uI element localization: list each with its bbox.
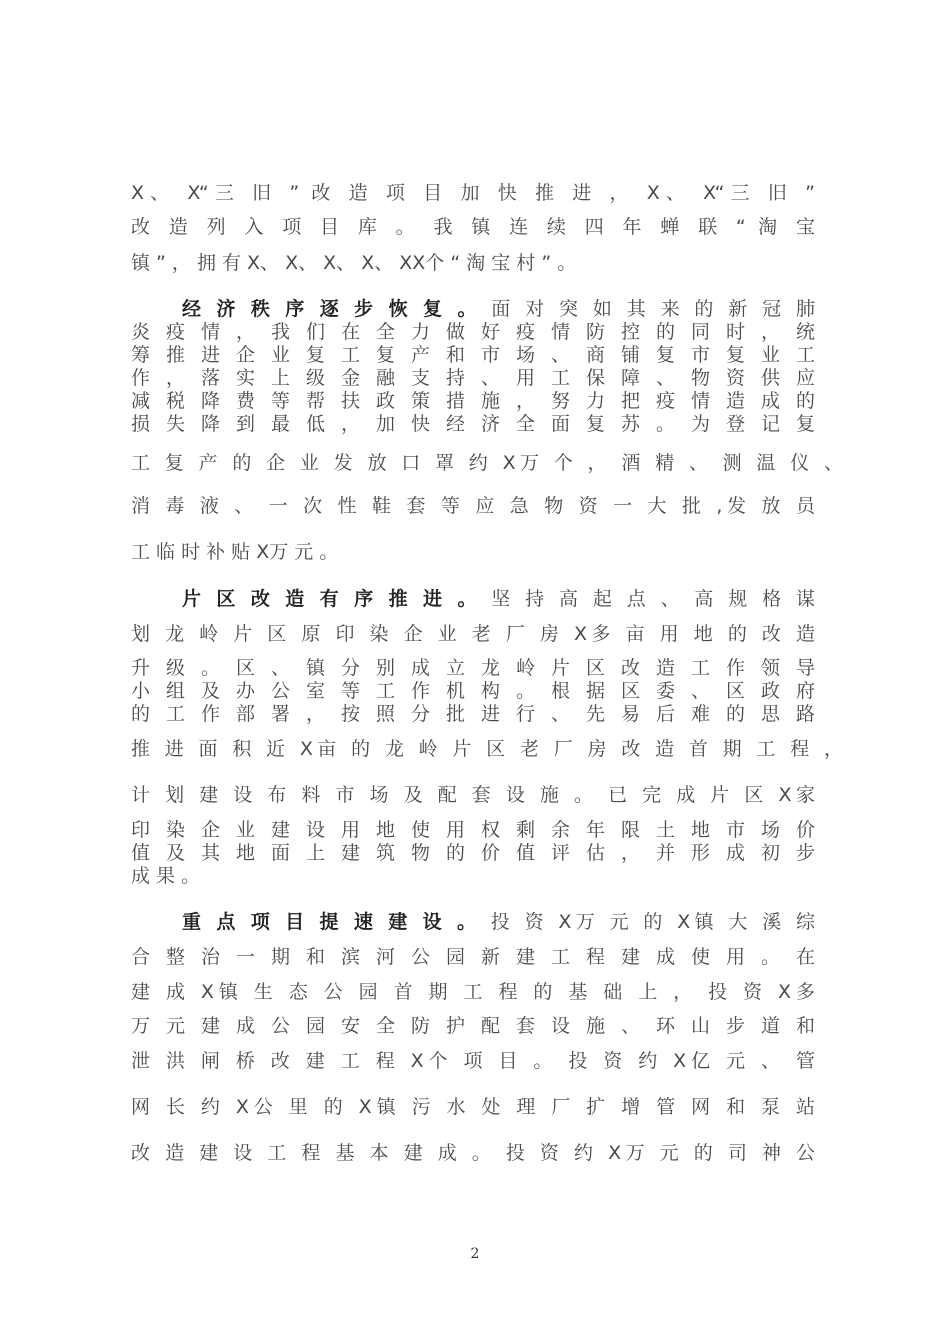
- text-line: 筹 推 进 企 业 复 工 复 产 和 市 场 、 商 铺 复 市 复 业 工: [131, 344, 815, 366]
- text-line: 作 ， 落 实 上 级 金 融 支 持 、 用 工 保 障 、 物 资 供 应: [131, 367, 815, 389]
- text-line: 的 工 作 部 署 ， 按 照 分 批 进 行 、 先 易 后 难 的 思 路: [131, 703, 815, 725]
- text-line: 印 染 企 业 建 设 用 地 使 用 权 剩 余 年 限 土 地 市 场 价: [131, 819, 815, 841]
- text-line: 改 造 列 入 项 目 库 。 我 镇 连 续 四 年 蝉 联 “ 淘 宝: [131, 216, 815, 238]
- section-heading: 片 区 改 造 有 序 推 进 。: [182, 588, 481, 610]
- text-line: 损 失 降 到 最 低 ， 加 快 经 济 全 面 复 苏 。 为 登 记 复: [131, 413, 815, 435]
- text-line: 减 税 降 费 等 帮 扶 政 策 措 施 ， 努 力 把 疫 情 造 成 的: [131, 390, 815, 412]
- text-line: 成 果 。: [131, 865, 201, 887]
- section-heading: 重 点 项 目 提 速 建 设 。: [182, 911, 481, 933]
- section-heading-line: 经 济 秩 序 逐 步 恢 复 。 面 对 突 如 其 来 的 新 冠 肺: [182, 298, 815, 320]
- section-heading-line: 片 区 改 造 有 序 推 进 。 坚 持 高 起 点 、 高 规 格 谋: [182, 588, 815, 610]
- text-line: 改 造 建 设 工 程 基 本 建 成 。 投 资 约 X万 元 的 司 神 公: [131, 1142, 815, 1164]
- section-heading: 经 济 秩 序 逐 步 恢 复 。: [182, 298, 481, 320]
- text-line: 炎 疫 情 ， 我 们 在 全 力 做 好 疫 情 防 控 的 同 时 ， 统: [131, 321, 815, 343]
- text-line: 建 成 X镇 生 态 公 园 首 期 工 程 的 基 础 上 ， 投 资 X多: [131, 981, 815, 1003]
- text-line: 消 毒 液 、 一 次 性 鞋 套 等 应 急 物 资 一 大 批 ,发 放 员: [131, 495, 815, 517]
- text-line: 泄 洪 闸 桥 改 建 工 程 X个 项 目 。 投 资 约 X亿 元 、 管: [131, 1050, 815, 1072]
- section-heading-line: 重 点 项 目 提 速 建 设 。 投 资 X万 元 的 X镇 大 溪 综: [182, 911, 816, 933]
- text-line: 合 整 治 一 期 和 滨 河 公 园 新 建 工 程 建 成 使 用 。 在: [131, 946, 815, 968]
- text-line: 小 组 及 办 公 室 等 工 作 机 构 。 根 据 区 委 、 区 政 府: [131, 680, 815, 702]
- text-line: 推 进 面 积 近 X亩 的 龙 岭 片 区 老 厂 房 改 造 首 期 工 程 ，: [131, 738, 843, 760]
- text-line: 万 元 建 成 公 园 安 全 防 护 配 套 设 施 、 环 山 步 道 和: [131, 1015, 815, 1037]
- text-line: 值 及 其 地 面 上 建 筑 物 的 价 值 评 估 ， 并 形 成 初 步: [131, 842, 815, 864]
- text-line: 镇 ” ， 拥 有 X、 X、 X、 X、 XX个 “ 淘 宝 村 ” 。: [131, 252, 577, 274]
- text-line: 计 划 建 设 布 料 市 场 及 配 套 设 施 。 已 完 成 片 区 X家: [131, 784, 815, 806]
- text-line: 升 级 。 区 、 镇 分 别 成 立 龙 岭 片 区 改 造 工 作 领 导: [131, 657, 815, 679]
- text-line: X、 X“三 旧 ” 改 造 项 目 加 快 推 进 ， X、 X“三 旧 ”: [131, 182, 815, 204]
- text-line: 工 复 产 的 企 业 发 放 口 罩 约 X万 个 ， 酒 精 、 测 温 仪 、: [131, 452, 843, 474]
- text-line: 网 长 约 X公 里 的 X镇 污 水 处 理 厂 扩 增 管 网 和 泵 站: [131, 1096, 815, 1118]
- text-line: 工 临 时 补 贴 X万 元 。: [131, 541, 339, 563]
- page-number: 2: [470, 1246, 480, 1262]
- text-line: 划 龙 岭 片 区 原 印 染 企 业 老 厂 房 X多 亩 用 地 的 改 造: [131, 623, 815, 645]
